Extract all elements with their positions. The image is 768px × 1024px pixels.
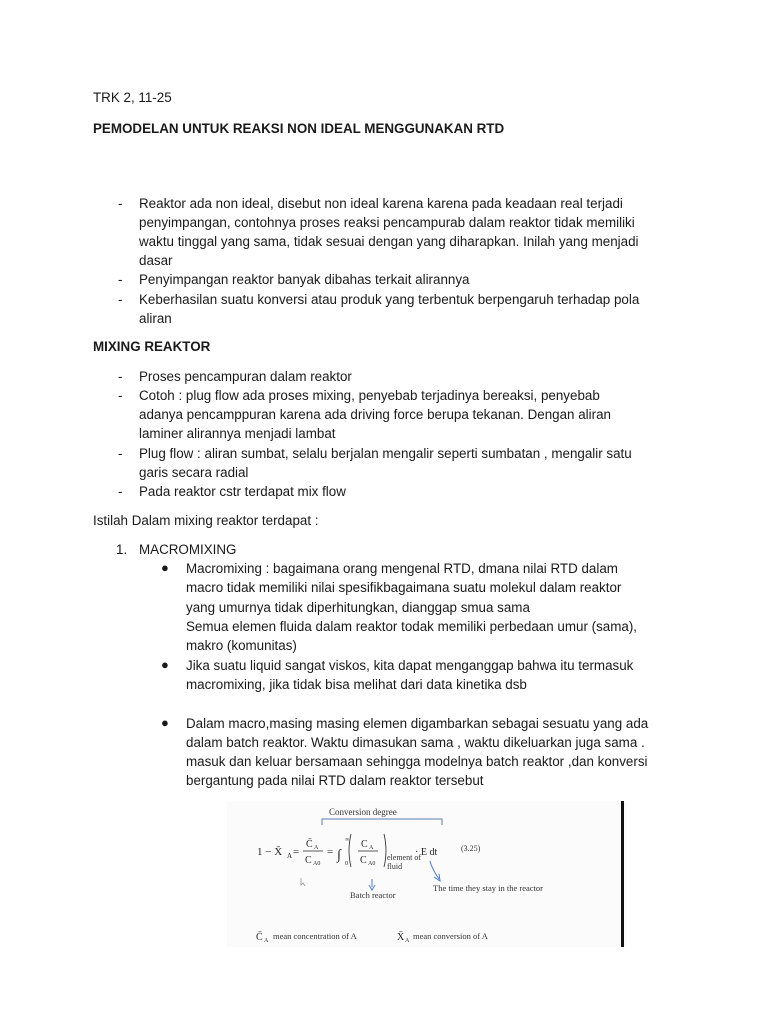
- dash-marker: -: [118, 446, 123, 461]
- bullet-marker: ●: [161, 657, 169, 672]
- figure-border-bar: [621, 801, 624, 947]
- mean-concentration-label: mean concentration of A: [273, 931, 357, 941]
- svg-text:∞: ∞: [345, 837, 350, 843]
- svg-text:A0: A0: [313, 861, 321, 867]
- svg-text:=: =: [327, 846, 334, 858]
- dash-marker: -: [118, 369, 123, 384]
- svg-text:A: A: [405, 938, 410, 944]
- list-item: waktu tinggal yang sama, tidak sesuai dengan yang diharapkan. Inilah yang menjadi: [139, 234, 639, 249]
- svg-text:X̄: X̄: [397, 932, 405, 943]
- list-item: aliran: [139, 311, 172, 326]
- dash-marker: -: [118, 388, 123, 403]
- document-code: TRK 2, 11-25: [93, 90, 172, 105]
- subsection-heading: MACROMIXING: [139, 542, 237, 557]
- eq-lhs: 1 − X̄: [257, 846, 283, 858]
- list-item: Plug flow : aliran sumbat, selalu berjalan mengalir seperti sumbatan , mengalir satu: [139, 446, 632, 461]
- svg-text:C: C: [360, 855, 367, 866]
- list-item: Penyimpangan reaktor banyak dibahas terkait alirannya: [139, 272, 470, 287]
- svg-text:A: A: [369, 845, 374, 851]
- bullet-marker: ●: [161, 560, 169, 575]
- bullet-item: macromixing, jika tidak bisa melihat dari data kinetika dsb: [186, 677, 527, 692]
- equation-figure: [227, 801, 627, 947]
- list-item: laminer alirannya menjadi lambat: [139, 426, 336, 441]
- bullet-marker: ●: [161, 715, 169, 730]
- bullet-item: masuk dan keluar bersamaan sehingga modelnya batch reaktor ,dan konversi: [186, 754, 648, 769]
- bullet-item: makro (komunitas): [186, 638, 297, 653]
- list-item: penyimpangan, contohnya proses reaksi pencampurab dalam reaktor tidak memiliki: [139, 215, 635, 230]
- time-stay-label: The time they stay in the reactor: [433, 883, 543, 893]
- equation-diagram: [227, 801, 621, 947]
- list-item: garis secara radial: [139, 465, 249, 480]
- svg-text:A: A: [264, 938, 269, 944]
- list-item: Reaktor ada non ideal, disebut non ideal karena karena pada keadaan real terjadi: [139, 196, 623, 211]
- bullet-item: Semua elemen fluida dalam reaktor todak memiliki perbedaan umur (sama),: [186, 619, 638, 634]
- dash-marker: -: [118, 292, 123, 307]
- list-item: Keberhasilan suatu konversi atau produk yang terbentuk berpengaruh terhadap pola: [139, 292, 640, 307]
- svg-text:C: C: [361, 839, 368, 850]
- conversion-degree-label: Conversion degree: [329, 807, 397, 817]
- element-of-fluid-label: element of fluid: [387, 853, 421, 871]
- dash-marker: -: [118, 196, 123, 211]
- bullet-item: dalam batch reaktor. Waktu dimasukan sama , waktu dikeluarkan juga sama .: [186, 735, 645, 750]
- svg-text:· E dt: · E dt: [415, 847, 438, 858]
- bullet-item: Dalam macro,masing masing elemen digambarkan sebagai sesuatu yang ada: [186, 716, 649, 731]
- dash-marker: -: [118, 272, 123, 287]
- list-item: Cotoh : plug flow ada proses mixing, penyebab terjadinya bereaksi, penyebab: [139, 388, 600, 403]
- bullet-item: macro tidak memiliki nilai spesifikbagaimana suatu molekul dalam reaktor: [186, 580, 622, 595]
- batch-reactor-label: Batch reactor: [350, 890, 396, 900]
- svg-text:∫: ∫: [337, 848, 341, 863]
- svg-text:C̄: C̄: [256, 932, 263, 943]
- section-heading: MIXING REAKTOR: [93, 339, 211, 354]
- numbered-marker: 1.: [116, 542, 128, 557]
- mean-conversion-label: mean conversion of A: [413, 931, 488, 941]
- bullet-item: yang umurnya tidak diperhitungkan, dianggap smua sama: [186, 600, 530, 615]
- list-item: dasar: [139, 253, 173, 268]
- svg-text:C̄: C̄: [306, 839, 313, 850]
- document-title: PEMODELAN UNTUK REAKSI NON IDEAL MENGGUNAKAN RTD: [93, 121, 505, 136]
- dash-marker: -: [118, 484, 123, 499]
- svg-text:0: 0: [345, 861, 348, 867]
- list-item: Proses pencampuran dalam reaktor: [139, 369, 352, 384]
- svg-text:(3.25): (3.25): [461, 844, 481, 853]
- svg-text:A0: A0: [368, 861, 376, 867]
- list-item: adanya pencamppuran karena ada driving force berupa tekanan. Dengan aliran: [139, 407, 611, 422]
- svg-text:A: A: [314, 845, 319, 851]
- svg-text:=: =: [293, 846, 300, 858]
- bullet-item: Jika suatu liquid sangat viskos, kita dapat menganggap bahwa itu termasuk: [186, 658, 634, 673]
- svg-text:A: A: [287, 852, 293, 860]
- svg-text:C: C: [305, 855, 312, 866]
- list-item: Pada reaktor cstr terdapat mix flow: [139, 484, 346, 499]
- istilah-text: Istilah Dalam mixing reaktor terdapat :: [93, 513, 319, 528]
- bullet-item: bergantung pada nilai RTD dalam reaktor tersebut: [186, 773, 484, 788]
- bullet-item: Macromixing : bagaimana orang mengenal RTD, dmana nilai RTD dalam: [186, 561, 618, 576]
